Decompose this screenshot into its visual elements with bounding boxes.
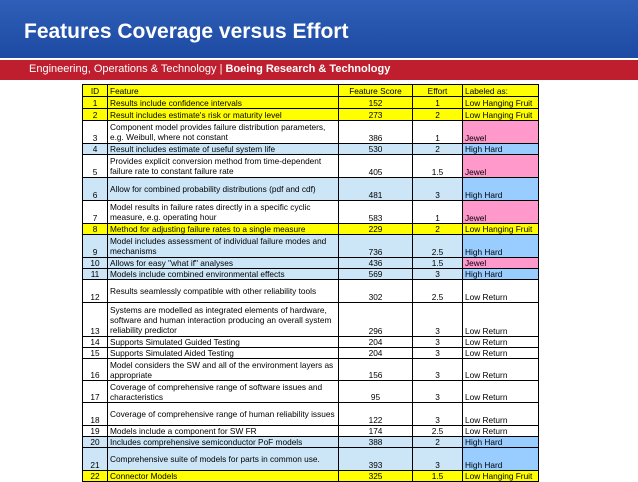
table-row: [83, 381, 539, 403]
cell-label: Jewel: [463, 258, 539, 269]
cell-score: 583: [339, 201, 413, 224]
cell-feature: Provides explicit conversion method from time-dependent failure rate to constant failure rate: [108, 155, 339, 178]
cell-score: 388: [339, 437, 413, 448]
cell-effort: 3: [413, 303, 463, 337]
cell-feature: Method for adjusting failure rates to a single measure: [108, 224, 339, 235]
cell-label: Low Return: [463, 348, 539, 359]
cell-feature: Model includes assessment of individual failure modes and mechanisms: [108, 235, 339, 258]
cell-score: 436: [339, 258, 413, 269]
cell-feature: Model considers the SW and all of the environment layers as appropriate: [108, 359, 339, 381]
cell-score: 569: [339, 269, 413, 280]
table-row: [83, 155, 539, 178]
table-row: [83, 224, 539, 235]
cell-score: 481: [339, 178, 413, 201]
cell-feature: Systems are modelled as integrated elements of hardware, software and human interaction producing an overall system reliability predictor: [108, 303, 339, 337]
cell-feature: Component model provides failure distribution parameters, e.g. Weibull, where not constant: [108, 121, 339, 144]
cell-score: 156: [339, 359, 413, 381]
cell-score: 273: [339, 109, 413, 121]
cell-score: 95: [339, 381, 413, 403]
cell-feature: Result includes estimate's risk or maturity level: [108, 109, 339, 121]
cell-feature: Models include a component for SW FR: [108, 426, 339, 437]
cell-id: 8: [83, 224, 108, 235]
table-row: [83, 258, 539, 269]
features-table: [82, 84, 539, 482]
table-row: [83, 178, 539, 201]
column-header-label: Labeled as:: [463, 85, 539, 97]
cell-feature: Allow for combined probability distributions (pdf and cdf): [108, 178, 339, 201]
cell-id: 14: [83, 337, 108, 348]
cell-label: Low Hanging Fruit: [463, 224, 539, 235]
table-row: [83, 235, 539, 258]
cell-feature: Connector Models: [108, 471, 339, 482]
subtitle-org: Engineering, Operations & Technology |: [29, 63, 226, 75]
cell-id: 15: [83, 348, 108, 359]
cell-label: Jewel: [463, 201, 539, 224]
cell-label: Low Return: [463, 303, 539, 337]
cell-id: 7: [83, 201, 108, 224]
cell-id: 11: [83, 269, 108, 280]
cell-id: 21: [83, 448, 108, 471]
cell-label: High Hard: [463, 448, 539, 471]
cell-feature: Allows for easy "what if" analyses: [108, 258, 339, 269]
cell-effort: 1.5: [413, 471, 463, 482]
table-row: [83, 269, 539, 280]
cell-feature: Includes comprehensive semiconductor PoF models: [108, 437, 339, 448]
cell-feature: Models include combined environmental effects: [108, 269, 339, 280]
table-row: [83, 121, 539, 144]
cell-label: Low Return: [463, 381, 539, 403]
cell-label: Low Hanging Fruit: [463, 471, 539, 482]
subtitle: [29, 63, 390, 75]
cell-score: 229: [339, 224, 413, 235]
cell-id: 9: [83, 235, 108, 258]
table-row: [83, 448, 539, 471]
table-row: [83, 97, 539, 109]
slide-title: Features Coverage versus Effort: [24, 20, 349, 43]
cell-label: Low Return: [463, 426, 539, 437]
cell-effort: 3: [413, 403, 463, 426]
cell-feature: Comprehensive suite of models for parts in common use.: [108, 448, 339, 471]
cell-score: 530: [339, 144, 413, 155]
cell-id: 19: [83, 426, 108, 437]
cell-label: High Hard: [463, 235, 539, 258]
cell-id: 18: [83, 403, 108, 426]
table-row: [83, 403, 539, 426]
cell-effort: 3: [413, 178, 463, 201]
cell-score: 296: [339, 303, 413, 337]
table-row: [83, 303, 539, 337]
cell-feature: Results include confidence intervals: [108, 97, 339, 109]
cell-id: 1: [83, 97, 108, 109]
cell-effort: 1.5: [413, 258, 463, 269]
cell-label: Low Return: [463, 359, 539, 381]
cell-score: 736: [339, 235, 413, 258]
column-header-feature: Feature: [108, 85, 339, 97]
cell-label: Low Return: [463, 280, 539, 303]
cell-feature: Result includes estimate of useful system life: [108, 144, 339, 155]
features-table-body: [83, 85, 539, 482]
cell-label: High Hard: [463, 144, 539, 155]
cell-effort: 3: [413, 381, 463, 403]
cell-effort: 2: [413, 144, 463, 155]
table-row: [83, 359, 539, 381]
cell-effort: 1: [413, 201, 463, 224]
table-row: [83, 348, 539, 359]
cell-feature: Supports Simulated Aided Testing: [108, 348, 339, 359]
cell-score: 174: [339, 426, 413, 437]
cell-score: 393: [339, 448, 413, 471]
cell-label: Low Hanging Fruit: [463, 109, 539, 121]
cell-id: 6: [83, 178, 108, 201]
cell-feature: Supports Simulated Guided Testing: [108, 337, 339, 348]
cell-label: Low Return: [463, 403, 539, 426]
cell-effort: 3: [413, 348, 463, 359]
cell-id: 3: [83, 121, 108, 144]
cell-effort: 3: [413, 337, 463, 348]
subtitle-bar: [0, 60, 638, 80]
cell-feature: Coverage of comprehensive range of human reliability issues: [108, 403, 339, 426]
cell-effort: 2: [413, 224, 463, 235]
cell-id: 12: [83, 280, 108, 303]
table-row: [83, 471, 539, 482]
column-header-effort: Effort: [413, 85, 463, 97]
cell-score: 204: [339, 337, 413, 348]
column-header-score: Feature Score: [339, 85, 413, 97]
cell-id: 10: [83, 258, 108, 269]
column-header-id: ID: [83, 85, 108, 97]
cell-id: 5: [83, 155, 108, 178]
cell-effort: 2.5: [413, 426, 463, 437]
cell-score: 302: [339, 280, 413, 303]
table-row: [83, 201, 539, 224]
cell-feature: Results seamlessly compatible with other reliability tools: [108, 280, 339, 303]
cell-score: 386: [339, 121, 413, 144]
table-row: [83, 280, 539, 303]
cell-label: Low Hanging Fruit: [463, 97, 539, 109]
cell-id: 17: [83, 381, 108, 403]
cell-id: 22: [83, 471, 108, 482]
cell-id: 2: [83, 109, 108, 121]
table-row: [83, 109, 539, 121]
table-row: [83, 144, 539, 155]
cell-label: High Hard: [463, 269, 539, 280]
cell-effort: 1.5: [413, 155, 463, 178]
cell-id: 4: [83, 144, 108, 155]
cell-effort: 2: [413, 109, 463, 121]
table-row: [83, 426, 539, 437]
cell-label: Jewel: [463, 121, 539, 144]
cell-effort: 2: [413, 437, 463, 448]
cell-effort: 1: [413, 97, 463, 109]
cell-id: 16: [83, 359, 108, 381]
cell-score: 405: [339, 155, 413, 178]
cell-score: 122: [339, 403, 413, 426]
cell-feature: Model results in failure rates directly in a specific cyclic measure, e.g. operating hour: [108, 201, 339, 224]
cell-id: 13: [83, 303, 108, 337]
cell-label: Jewel: [463, 155, 539, 178]
subtitle-division: Boeing Research & Technology: [225, 63, 391, 75]
cell-effort: 3: [413, 269, 463, 280]
cell-label: Low Return: [463, 337, 539, 348]
cell-effort: 2.5: [413, 235, 463, 258]
cell-feature: Coverage of comprehensive range of software issues and characteristics: [108, 381, 339, 403]
cell-score: 152: [339, 97, 413, 109]
cell-effort: 1: [413, 121, 463, 144]
table-row: [83, 337, 539, 348]
cell-effort: 2.5: [413, 280, 463, 303]
cell-score: 204: [339, 348, 413, 359]
table-header-row: [83, 85, 539, 97]
cell-effort: 3: [413, 448, 463, 471]
title-bar: [0, 0, 638, 58]
table-row: [83, 437, 539, 448]
cell-id: 20: [83, 437, 108, 448]
cell-effort: 3: [413, 359, 463, 381]
cell-label: High Hard: [463, 437, 539, 448]
cell-score: 325: [339, 471, 413, 482]
cell-label: High Hard: [463, 178, 539, 201]
